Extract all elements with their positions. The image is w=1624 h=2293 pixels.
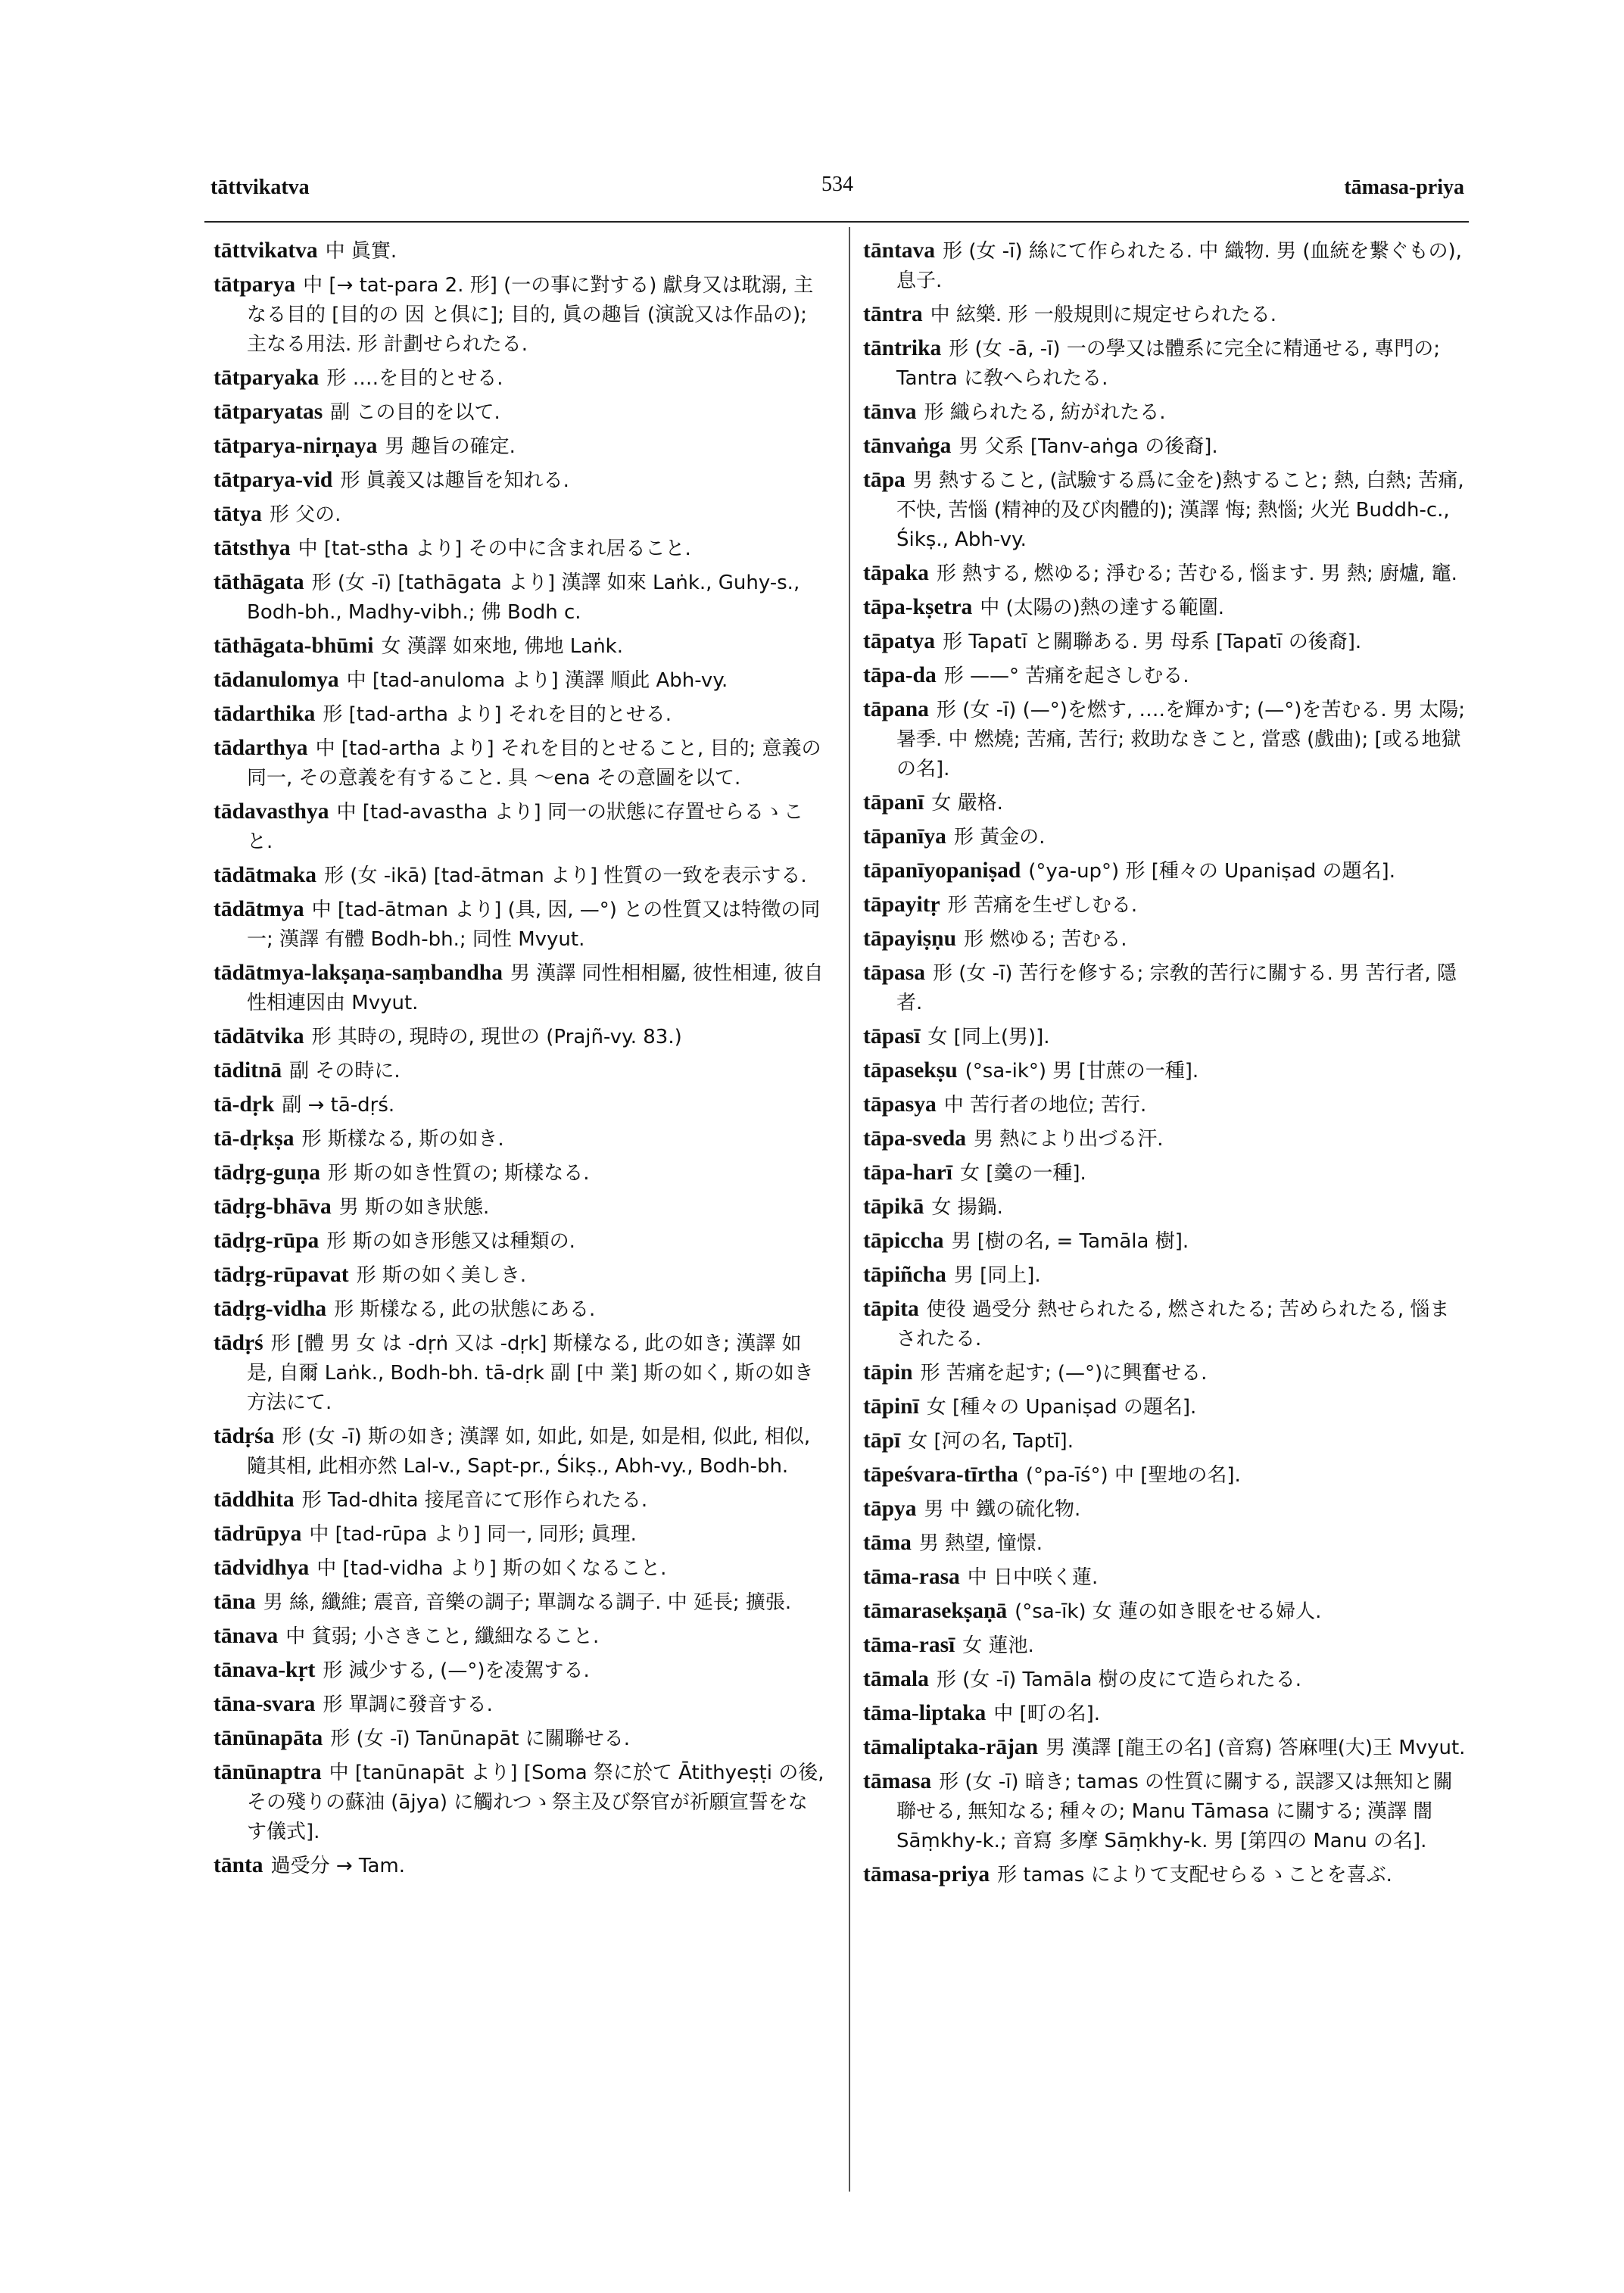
entry-headword: tādātmya-lakṣaṇa-saṃbandha — [214, 961, 503, 985]
entry-headword: tādṛś — [214, 1331, 263, 1355]
entry-definition: 形 斯の如き性質の; 斯樣なる. — [327, 1162, 590, 1185]
entry-definition: 形 斯の如く美しき. — [356, 1264, 527, 1287]
entry-headword: tāpeśvara-tīrtha — [863, 1463, 1018, 1487]
entry-definition: 中 [tat-stha より] その中に含まれ居ること. — [298, 537, 691, 560]
dictionary-entry — [863, 397, 1469, 427]
entry-headword: tāpikā — [863, 1195, 924, 1219]
entry-headword: tāpa-harī — [863, 1161, 952, 1185]
dictionary-entry — [214, 1587, 825, 1617]
entry-headword: tāpasya — [863, 1092, 937, 1117]
entry-definition: 形 Tad-dhita 接尾音にて形作られたる. — [301, 1489, 648, 1512]
dictionary-entry — [863, 1460, 1469, 1490]
entry-definition: 男 父系 [Tanv-aṅga の後裔]. — [959, 435, 1218, 458]
left-column — [214, 236, 825, 1885]
dictionary-entry — [214, 1758, 825, 1846]
entry-headword: tātsthya — [214, 536, 291, 560]
entry-headword: tāpasī — [863, 1024, 921, 1048]
entry-headword: tāmasa-priya — [863, 1862, 990, 1886]
entry-headword: tāpinī — [863, 1394, 919, 1419]
entry-definition: 形 黃金の. — [953, 826, 1046, 849]
entry-headword: tānvaṅga — [863, 434, 952, 458]
entry-headword: tāntrika — [863, 336, 942, 360]
entry-definition: 中 貧弱; 小さきこと, 纖細なること. — [285, 1625, 600, 1648]
entry-headword: tāpiccha — [863, 1229, 944, 1253]
entry-definition: 女 蓮池. — [962, 1634, 1034, 1657]
dictionary-entry — [863, 1392, 1469, 1422]
entry-definition: (°pa-īś°) 中 [聖地の名]. — [1025, 1464, 1241, 1487]
entry-headword: tāpana — [863, 697, 929, 721]
entry-definition: 形 (女 -ī) [tathāgata より] 漢譯 如來 Laṅk., Guhy-s., Bodh-bh., Madhy-vibh.; 佛 Bodh c. — [247, 572, 800, 624]
entry-headword: tādrūpya — [214, 1522, 302, 1546]
entry-headword: tāmala — [863, 1667, 929, 1691]
dictionary-entry — [863, 1090, 1469, 1120]
entry-definition: 過受分 → Tam. — [270, 1855, 405, 1877]
entry-definition: 中 [→ tat-para 2. 形] (一の事に對する) 獻身又は耽溺, 主なる目的 [目的の 因 と俱に]; 目的, 眞の趣旨 (演說又は作品の); 主なる用法. 形 計劃せられたる. — [247, 274, 814, 356]
entry-definition: 女 漢譯 如來地, 佛地 Laṅk. — [381, 635, 623, 658]
entry-headword: tāma-rasī — [863, 1633, 955, 1657]
entry-definition: 形 斯の如き形態又は種類の. — [326, 1230, 575, 1253]
entry-definition: 形 (女 -ī) 斯の如き; 漢譯 如, 如此, 如是, 如是相, 似此, 相似, 隨其相, 此相亦然 Lal-v., Sapt-pr., Śikṣ., Abh-vy., Bodh-bh. — [247, 1425, 811, 1478]
dictionary-entry — [863, 627, 1469, 656]
entry-definition: 形 (女 -ī) 絲にて作られたる. 中 織物. 男 (血統を繋ぐもの), 息子. — [896, 240, 1462, 292]
dictionary-entry — [214, 1090, 825, 1120]
dictionary-entry — [214, 958, 825, 1017]
entry-definition: 形 (女 -ā, -ī) 一の學又は體系に完全に精通せる, 專門の; Tantra に敎へられたる. — [896, 338, 1441, 390]
dictionary-entry — [214, 1226, 825, 1256]
entry-definition: 中 [tad-rūpa より] 同一, 同形; 眞理. — [309, 1523, 637, 1546]
header-rule — [204, 221, 1469, 223]
dictionary-entry — [863, 1226, 1469, 1256]
entry-headword: tāmarasekṣaṇā — [863, 1599, 1008, 1623]
entry-headword: tāpayiṣṇu — [863, 927, 956, 951]
header-right-headword: tāmasa-priya — [1344, 176, 1464, 199]
entry-headword: tāddhita — [214, 1488, 295, 1512]
entry-definition: 男 [同上]. — [953, 1264, 1041, 1287]
entry-headword: tā-dṛkṣa — [214, 1126, 295, 1151]
dictionary-entry — [214, 500, 825, 529]
dictionary-entry — [214, 1724, 825, 1753]
entry-definition: 男 絲, 纖維; 震音, 音樂の調子; 單調なる調子. 中 延長; 擴張. — [263, 1591, 792, 1614]
entry-definition: 形 其時の, 現時の, 現世の (Prajñ-vy. 83.) — [311, 1026, 682, 1048]
entry-definition: 形 苦痛を起す; (—°)に興奮せる. — [920, 1362, 1208, 1385]
page-number: 534 — [821, 173, 853, 196]
entry-headword: tādanulomya — [214, 668, 339, 692]
dictionary-entry — [214, 1553, 825, 1583]
dictionary-entry — [863, 1631, 1469, 1660]
entry-definition: 使役 過受分 熱せられたる, 燃されたる; 苦められたる, 惱まされたる. — [896, 1298, 1450, 1351]
entry-headword: tāpaka — [863, 561, 929, 585]
dictionary-entry — [863, 1124, 1469, 1154]
dictionary-entry — [863, 1665, 1469, 1694]
entry-definition: 男 中 鐵の硫化物. — [924, 1498, 1081, 1521]
entry-definition: 形 (女 -ī) 暗き; tamas の性質に關する, 誤謬又は無知と關聯せる, 無知なる; 種々の; Manu Tāmasa に關する; 漢譯 闇 Sāṃkhy-k.; 音寫 多摩 Sāṃkhy-k. 男 [第四の Manu の名]. — [896, 1771, 1453, 1852]
dictionary-entry — [214, 431, 825, 461]
entry-headword: tātparya-nirṇaya — [214, 434, 378, 458]
entry-headword: tāthāgata-bhūmi — [214, 634, 374, 658]
dictionary-entry — [863, 334, 1469, 393]
entry-definition: (°sa-ik°) 男 [甘蔗の一種]. — [965, 1060, 1199, 1083]
entry-headword: tāpa — [863, 468, 906, 492]
dictionary-entry — [863, 1056, 1469, 1086]
entry-headword: tātparya-vid — [214, 468, 333, 492]
entry-definition: 男 [樹の名, = Tamāla 樹]. — [951, 1230, 1189, 1253]
dictionary-entry — [863, 661, 1469, 690]
entry-definition: 男 漢譯 同性相相屬, 彼性相連, 彼自性相連因由 Mvyut. — [247, 962, 824, 1014]
entry-headword: tāpanīyopaniṣad — [863, 858, 1021, 883]
dictionary-entry — [863, 559, 1469, 588]
entry-headword: tāpa-sveda — [863, 1126, 967, 1151]
dictionary-entry — [214, 1690, 825, 1719]
entry-headword: tādātmya — [214, 897, 304, 921]
entry-definition: 副 その時に. — [289, 1060, 401, 1083]
dictionary-entry — [863, 1699, 1469, 1728]
entry-headword: tāditnā — [214, 1058, 282, 1083]
entry-headword: tādarthya — [214, 736, 308, 760]
dictionary-entry — [863, 1597, 1469, 1626]
entry-headword: tāpanī — [863, 790, 924, 815]
entry-headword: tāpita — [863, 1297, 919, 1321]
entry-definition: 女 [種々の Upaniṣad の題名]. — [926, 1396, 1197, 1419]
entry-definition: 形 熱する, 燃ゆる; 淨むる; 苦むる, 惱ます. 男 熱; 廚爐, 竈. — [936, 562, 1457, 585]
dictionary-entry — [214, 1158, 825, 1188]
entry-definition: (°ya-up°) 形 [種々の Upaniṣad の題名]. — [1028, 860, 1395, 883]
entry-headword: tānva — [863, 400, 917, 424]
entry-headword: tā-dṛk — [214, 1092, 275, 1117]
entry-headword: tādṛg-guṇa — [214, 1161, 320, 1185]
entry-headword: tādātvika — [214, 1024, 304, 1048]
entry-definition: 女 [河の名, Taptī]. — [908, 1430, 1074, 1453]
dictionary-entry — [214, 1056, 825, 1086]
dictionary-entry — [214, 1485, 825, 1515]
entry-definition: 男 熱すること, (試驗する爲に金を)熱すること; 熱, 白熱; 苦痛, 不快, 苦惱 (精神的及び肉體的); 漢譯 悔; 熱惱; 火光 Buddh-c., Śikṣ., Abh-vy. — [896, 469, 1464, 551]
entry-headword: tāma-rasa — [863, 1565, 960, 1589]
dictionary-entry — [863, 890, 1469, 920]
dictionary-entry — [214, 397, 825, 427]
dictionary-entry — [863, 1426, 1469, 1456]
entry-headword: tāpa-kṣetra — [863, 595, 973, 619]
entry-definition: 女 揚鍋. — [931, 1196, 1003, 1219]
entry-headword: tādarthika — [214, 702, 316, 726]
dictionary-entry — [863, 431, 1469, 461]
entry-headword: tāpasa — [863, 961, 925, 985]
entry-headword: tāntava — [863, 238, 936, 263]
dictionary-entry — [863, 1767, 1469, 1855]
dictionary-entry — [214, 363, 825, 393]
dictionary-entry — [863, 788, 1469, 818]
dictionary-entry — [863, 822, 1469, 852]
dictionary-entry — [214, 1022, 825, 1051]
entry-definition: 中 日中咲く蓮. — [967, 1566, 1099, 1589]
entry-headword: tātparyatas — [214, 400, 323, 424]
entry-headword: tātya — [214, 502, 262, 526]
entry-definition: 男 漢譯 [龍王の名] (音寫) 答麻哩(大)王 Mvyut. — [1046, 1737, 1466, 1759]
dictionary-entry — [214, 534, 825, 563]
dictionary-entry — [214, 699, 825, 729]
entry-headword: tānta — [214, 1853, 263, 1877]
entry-definition: 中 [町の名]. — [993, 1703, 1101, 1725]
dictionary-entry — [863, 1022, 1469, 1051]
dictionary-entry — [863, 593, 1469, 622]
entry-headword: tāmaliptaka-rājan — [863, 1735, 1039, 1759]
header-left-headword: tāttvikatva — [210, 176, 310, 199]
entry-definition: 形 (女 -ī) (—°)を燃す, ‥‥を輝かす; (—°)を苦むる. 男 太陽; 暑季. 中 燃燒; 苦痛, 苦行; 救助なきこと, 當惑 (戲曲); [或る地獄の名]. — [896, 699, 1465, 780]
dictionary-entry — [214, 568, 825, 627]
entry-definition: 女 [同上(男)]. — [927, 1026, 1050, 1048]
entry-headword: tāmasa — [863, 1769, 932, 1793]
entry-headword: tādvidhya — [214, 1556, 310, 1580]
page-header — [210, 173, 1464, 213]
entry-definition: 中 [tanūnapāt より] [Soma 祭に於て Ātithyeṣṭi の後, その殘りの蘇油 (ājya) に觸れつゝ祭主及び祭官が祈願宣誓をなす儀式]. — [247, 1762, 824, 1843]
dictionary-entry — [863, 1294, 1469, 1354]
entry-definition: 形 ‥‥を目的とせる. — [326, 367, 503, 390]
entry-headword: tāthāgata — [214, 570, 304, 594]
entry-headword: tātparya — [214, 273, 296, 297]
dictionary-entry — [214, 1260, 825, 1290]
dictionary-entry — [214, 797, 825, 856]
entry-definition: 形 (女 -ī) 苦行を修する; 宗敎的苦行に關する. 男 苦行者, 隱者. — [896, 962, 1457, 1014]
dictionary-entry — [863, 466, 1469, 554]
dictionary-entry — [214, 1192, 825, 1222]
entry-definition: 男 趣旨の確定. — [385, 435, 516, 458]
entry-headword: tāttvikatva — [214, 238, 318, 263]
entry-headword: tādṛg-vidha — [214, 1297, 327, 1321]
entry-definition: 形 tamas によりて支配せらるゝことを喜ぶ. — [997, 1864, 1392, 1886]
dictionary-entry — [214, 1656, 825, 1685]
dictionary-entry — [863, 1158, 1469, 1188]
entry-headword: tāma — [863, 1531, 912, 1555]
entry-definition: 中 [tad-artha より] それを目的とせること, 目的; 意義の同一, その意義を有すること. 具 ～ena その意圖を以て. — [247, 737, 821, 790]
entry-definition: 形 斯樣なる, 斯の如き. — [301, 1128, 504, 1151]
entry-definition: 形 眞義又は趣旨を知れる. — [340, 469, 569, 492]
dictionary-entry — [863, 1733, 1469, 1762]
entry-definition: 形 ——° 苦痛を起さしむる. — [943, 665, 1189, 687]
right-column — [863, 236, 1469, 1894]
entry-definition: 中 (太陽の)熱の達する範圍. — [980, 597, 1225, 619]
entry-definition: 中 苦行者の地位; 苦行. — [943, 1094, 1147, 1117]
dictionary-entry — [214, 1422, 825, 1481]
entry-headword: tādātmaka — [214, 863, 317, 887]
entry-headword: tāpa-da — [863, 663, 937, 687]
entry-definition: 形 減少する, (—°)を凌駕する. — [323, 1659, 590, 1682]
entry-definition: 中 [tad-ātman より] (具, 因, —°) との性質又は特徵の同一; 漢譯 有體 Bodh-bh.; 同性 Mvyut. — [247, 899, 821, 951]
dictionary-entry — [863, 1358, 1469, 1388]
entry-headword: tātparyaka — [214, 366, 320, 390]
dictionary-entry — [863, 236, 1469, 295]
dictionary-entry — [214, 1851, 825, 1880]
entry-definition: 形 Tapatī と關聯ある. 男 母系 [Tapatī の後裔]. — [943, 631, 1362, 653]
entry-headword: tāpanīya — [863, 824, 946, 849]
entry-definition: 男 熱により出づる汗. — [974, 1128, 1164, 1151]
entry-definition: 形 斯樣なる, 此の狀態にある. — [334, 1298, 596, 1321]
dictionary-entry — [863, 695, 1469, 784]
entry-definition: 形 織られたる, 紡がれたる. — [924, 401, 1166, 424]
entry-headword: tānūnaptra — [214, 1760, 322, 1784]
dictionary-entry — [863, 300, 1469, 329]
dictionary-entry — [214, 734, 825, 793]
entry-definition: 中 絃樂. 形 一般規則に規定せられたる. — [930, 304, 1276, 326]
entry-definition: 中 眞實. — [325, 240, 397, 263]
dictionary-entry — [214, 1622, 825, 1651]
entry-definition: 副 この目的を以て. — [330, 401, 500, 424]
entry-headword: tāpatya — [863, 629, 936, 653]
dictionary-entry — [214, 1519, 825, 1549]
entry-definition: 男 斯の如き狀態. — [338, 1196, 490, 1219]
entry-definition: 女 [羹の一種]. — [960, 1162, 1086, 1185]
dictionary-entry — [214, 1294, 825, 1324]
entry-definition: 形 (女 -ikā) [tad-ātman より] 性質の一致を表示する. — [324, 865, 807, 887]
entry-definition: 男 熱望, 憧憬. — [918, 1532, 1043, 1555]
dictionary-entry — [214, 861, 825, 890]
entry-headword: tādavasthya — [214, 799, 329, 824]
entry-headword: tāpiñcha — [863, 1263, 946, 1287]
entry-headword: tānava-kṛt — [214, 1658, 316, 1682]
entry-definition: 中 [tad-anuloma より] 漢譯 順此 Abh-vy. — [346, 669, 728, 692]
dictionary-entry — [863, 1528, 1469, 1558]
entry-definition: 形 單調に發音する. — [323, 1693, 493, 1716]
entry-definition: 形 [體 男 女 は -dṛṅ 又は -dṛk] 斯樣なる, 此の如き; 漢譯 如是, 自爾 Laṅk., Bodh-bh. tā-dṛk 副 [中 業] 斯の如く, 斯の如き方法にて. — [247, 1332, 814, 1414]
entry-headword: tāpī — [863, 1428, 901, 1453]
entry-headword: tāna — [214, 1590, 256, 1614]
dictionary-entry — [214, 236, 825, 266]
dictionary-entry — [863, 856, 1469, 886]
dictionary-entry — [214, 1329, 825, 1417]
dictionary-entry — [214, 665, 825, 695]
column-divider — [849, 227, 850, 2192]
entry-headword: tāpayitṛ — [863, 893, 940, 917]
entry-headword: tāpya — [863, 1497, 917, 1521]
dictionary-entry — [863, 1192, 1469, 1222]
entry-headword: tādṛśa — [214, 1424, 275, 1448]
entry-definition: 形 燃ゆる; 苦むる. — [963, 928, 1127, 951]
dictionary-entry — [863, 1860, 1469, 1890]
entry-headword: tāntra — [863, 302, 923, 326]
entry-definition: 形 父の. — [269, 503, 341, 526]
entry-definition: 女 嚴格. — [931, 792, 1003, 815]
entry-definition: 形 [tad-artha より] それを目的とせる. — [323, 703, 672, 726]
entry-definition: 中 [tad-vidha より] 斯の如くなること. — [316, 1557, 667, 1580]
dictionary-entry — [214, 466, 825, 495]
dictionary-entry — [863, 924, 1469, 954]
dictionary-entry — [863, 1562, 1469, 1592]
entry-definition: 形 苦痛を生ぜしむる. — [947, 894, 1138, 917]
dictionary-entry — [863, 958, 1469, 1017]
entry-headword: tādṛg-bhāva — [214, 1195, 332, 1219]
dictionary-entry — [214, 631, 825, 661]
entry-definition: 副 → tā-dṛś. — [282, 1094, 395, 1117]
entry-definition: 形 (女 -ī) Tamāla 樹の皮にて造られたる. — [936, 1668, 1301, 1691]
entry-headword: tāma-liptaka — [863, 1701, 987, 1725]
dictionary-entry — [863, 1494, 1469, 1524]
entry-definition: 中 [tad-avastha より] 同一の狀態に存置せらるゝこと. — [247, 801, 803, 853]
dictionary-entry — [214, 270, 825, 359]
entry-definition: (°sa-īk) 女 蓮の如き眼をせる婦人. — [1015, 1600, 1322, 1623]
dictionary-entry — [863, 1260, 1469, 1290]
entry-headword: tāna-svara — [214, 1692, 316, 1716]
dictionary-entry — [214, 1124, 825, 1154]
entry-headword: tādṛg-rūpavat — [214, 1263, 349, 1287]
entry-headword: tānūnapāta — [214, 1726, 323, 1750]
entry-definition: 形 (女 -ī) Tanūnapāt に關聯せる. — [330, 1728, 631, 1750]
entry-headword: tāpasekṣu — [863, 1058, 958, 1083]
entry-headword: tānava — [214, 1624, 279, 1648]
entry-headword: tādṛg-rūpa — [214, 1229, 320, 1253]
entry-headword: tāpin — [863, 1360, 913, 1385]
dictionary-entry — [214, 895, 825, 954]
